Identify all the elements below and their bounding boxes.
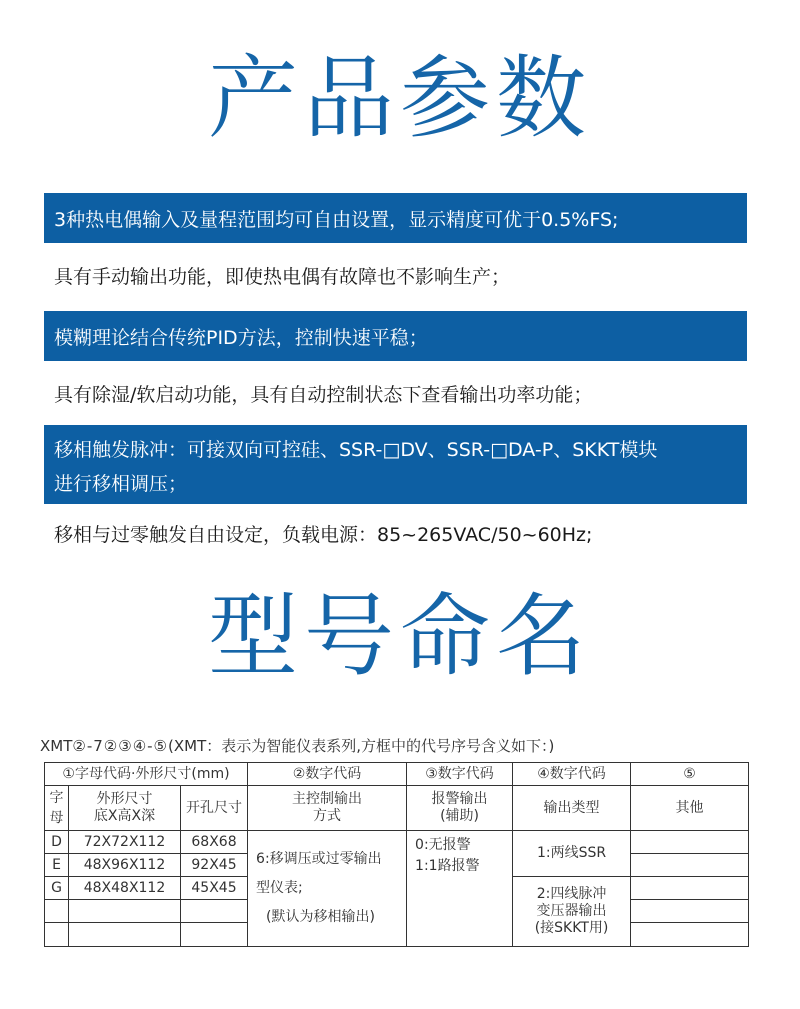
output-type-2: 2:四线脉冲 变压器输出 (接SKKT用) bbox=[513, 877, 631, 947]
empty-letter-1 bbox=[45, 900, 69, 923]
row-e-letter: E bbox=[45, 854, 69, 877]
naming-explanation: (XMT：表示为智能仪表系列,方框中的代号序号含义如下：) bbox=[168, 737, 555, 755]
output-type-1: 1:两线SSR bbox=[513, 831, 631, 877]
feature-1: 3种热电偶输入及量程范围均可自由设置，显示精度可优于0.5%FS; bbox=[44, 193, 747, 243]
row-d-letter: D bbox=[45, 831, 69, 854]
header-3: ③数字代码 bbox=[407, 763, 513, 786]
model-spec-table bbox=[44, 762, 749, 947]
row-g-size: 48X48X112 bbox=[69, 877, 181, 900]
model-naming-title: 型号命名 bbox=[208, 584, 592, 689]
row-e-hole: 92X45 bbox=[181, 854, 248, 877]
feature-5-line-1: 移相触发脉冲：可接双向可控硅、SSR-□DV、SSR-□DA-P、SKKT模块 bbox=[54, 439, 658, 461]
header-2: ②数字代码 bbox=[248, 763, 407, 786]
row-d-hole: 68X68 bbox=[181, 831, 248, 854]
feature-2: 具有手动输出功能，即使热电偶有故障也不影响生产； bbox=[54, 265, 511, 288]
subheader-letter: 字母 bbox=[45, 786, 69, 831]
empty-hole-1 bbox=[181, 900, 248, 923]
other-cell-1 bbox=[631, 831, 749, 854]
subheader-main-output: 主控制输出 方式 bbox=[248, 786, 407, 831]
other-cell-5 bbox=[631, 923, 749, 947]
empty-size-2 bbox=[69, 923, 181, 947]
subheader-alarm-output: 报警输出 (辅助) bbox=[407, 786, 513, 831]
row-g-hole: 45X45 bbox=[181, 877, 248, 900]
other-cell-2 bbox=[631, 854, 749, 877]
subheader-hole: 开孔尺寸 bbox=[181, 786, 248, 831]
subheader-other: 其他 bbox=[631, 786, 749, 831]
row-d-size: 72X72X112 bbox=[69, 831, 181, 854]
subheader-size: 外形尺寸 底X高X深 bbox=[69, 786, 181, 831]
alarm-output-desc: 0:无报警 1:1路报警 bbox=[407, 831, 513, 947]
empty-size-1 bbox=[69, 900, 181, 923]
header-5: ⑤ bbox=[631, 763, 749, 786]
empty-hole-2 bbox=[181, 923, 248, 947]
feature-5-line-2: 进行移相调压； bbox=[54, 473, 188, 495]
naming-rule bbox=[40, 735, 554, 756]
other-cell-3 bbox=[631, 877, 749, 900]
subheader-output-type: 输出类型 bbox=[513, 786, 631, 831]
row-g-letter: G bbox=[45, 877, 69, 900]
other-cell-4 bbox=[631, 900, 749, 923]
empty-letter-2 bbox=[45, 923, 69, 947]
feature-4: 具有除湿/软启动功能，具有自动控制状态下查看输出功率功能； bbox=[54, 383, 593, 406]
feature-3: 模糊理论结合传统PID方法，控制快速平稳； bbox=[44, 311, 747, 361]
main-output-desc: 6:移调压或过零输出 型仪表; (默认为移相输出) bbox=[248, 831, 407, 947]
header-1: ①字母代码·外形尺寸(mm) bbox=[45, 763, 248, 786]
header-4: ④数字代码 bbox=[513, 763, 631, 786]
params-title: 产品参数 bbox=[208, 46, 592, 151]
feature-5 bbox=[44, 425, 747, 504]
naming-boxes: ②-7②③④-⑤ bbox=[72, 737, 168, 755]
feature-6: 移相与过零触发自由设定，负载电源：85~265VAC/50~60Hz; bbox=[54, 523, 593, 546]
naming-code: XMT bbox=[40, 737, 73, 755]
row-e-size: 48X96X112 bbox=[69, 854, 181, 877]
